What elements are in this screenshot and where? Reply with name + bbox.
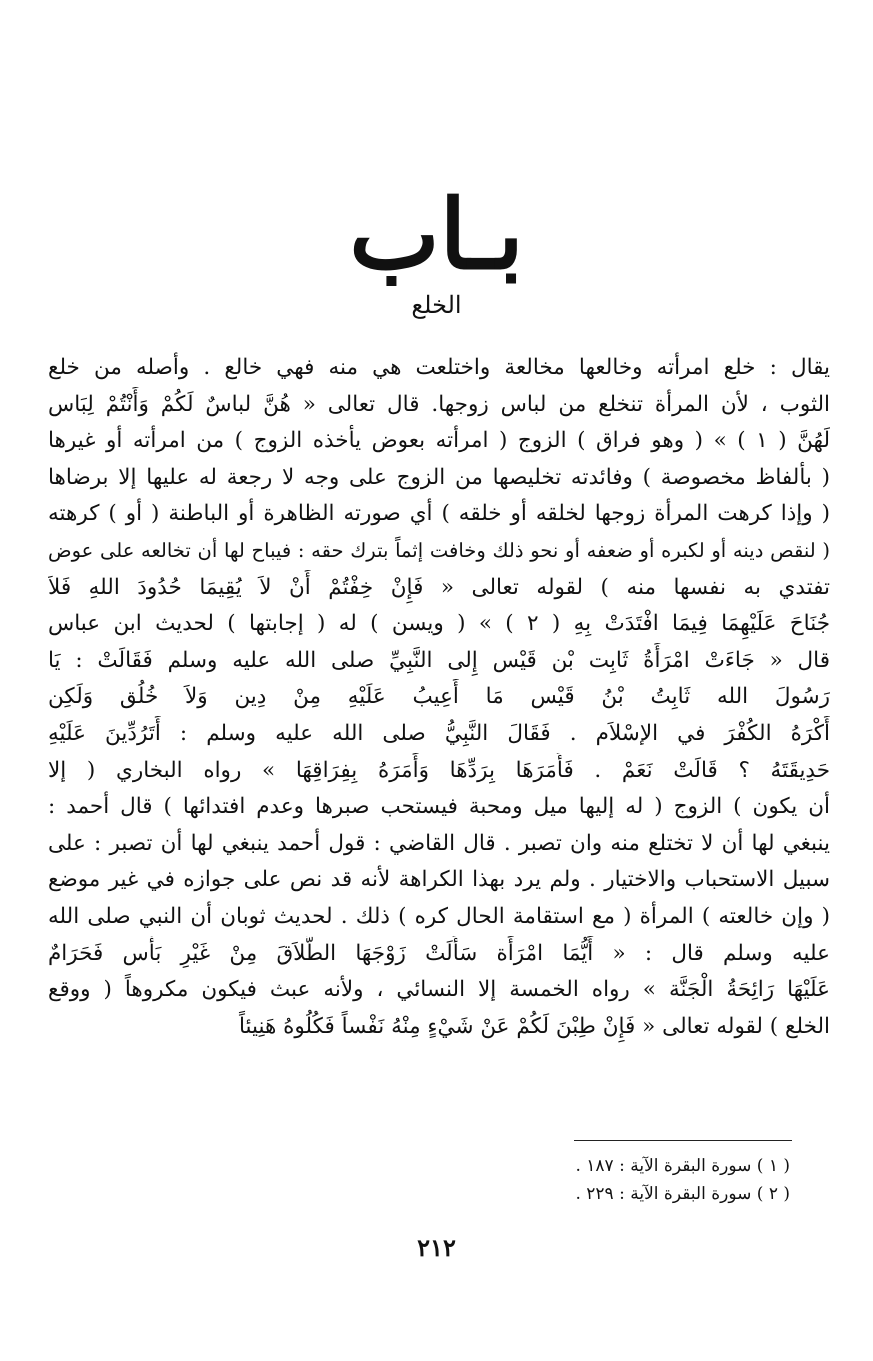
body-line: ( لنقص دينه أو لكبره أو ضعفه أو نحو ذلك وخافت إثماً بترك حقه : فيباح لها أن تخالعه على عوض <box>48 538 830 562</box>
footnote: ( ٢ ) سورة البقرة الآية : ٢٢٩ . <box>575 1184 790 1204</box>
body-line: سبيل الاستحباب والاختيار . ولم يرد بهذا الكراهة لأنه قد نص على جوازه في غير موضع <box>48 867 830 893</box>
body-line: الثوب ، لأن المرأة تنخلع من لباس زوجها. قال تعالى « هُنَّ لباسٌ لَكُمْ وَأَنْتُمْ لِبَاس <box>48 391 830 417</box>
body-line: الخلع ) لقوله تعالى « فَإِنْ طِبْنَ لَكُمْ عَنْ شَيْءٍ مِنْهُ نَفْساً فَكُلُوهُ هَنِيئاً <box>238 1013 830 1039</box>
body-line: أَكْرَهُ الكُفْرَ في الإسْلاَم . فَقَالَ النَّبِيُّ صلى الله عليه وسلم : أَتَرُدِّينَ عَلَيْهِ <box>48 720 830 746</box>
body-line: لَهُنَّ ( ١ ) » ( وهو فراق ) الزوج ( امرأته بعوض يأخذه الزوج ) من امرأته أو غيرها <box>48 428 830 454</box>
body-line: جُنَاحَ عَلَيْهِمَا فِيمَا افْتَدَتْ بِهِ ( ٢ ) » ( ويسن ) له ( إجابتها ) لحديث ابن عباس <box>48 611 830 637</box>
chapter-title: بـاب <box>349 178 524 291</box>
body-text <box>48 350 830 1045</box>
body-line: عليه وسلم قال : « أَيُّمَا امْرَأَة سَأَلَتْ زَوْجَهَا الطَّلاَقَ مِنْ غَيْرِ بَأْس فَحَرَامٌ <box>48 940 830 966</box>
body-line: ( وإن خالعته ) المرأة ( مع استقامة الحال كره ) ذلك . لحديث ثوبان أن النبي صلى الله <box>48 903 830 929</box>
footnotes <box>400 1152 790 1208</box>
body-line: تفتدي به نفسها منه ) لقوله تعالى « فَإِنْ خِفْتُمْ أَنْ لاَ يُقِيمَا حُدُودَ اللهِ فَلاَ <box>48 574 830 600</box>
section-heading: الخلع <box>411 291 462 319</box>
body-line: ينبغي لها أن لا تختلع منه وان تصبر . قال القاضي : قول أحمد ينبغي لها أن تصبر : على <box>48 830 830 856</box>
footnote-divider <box>574 1140 792 1141</box>
body-line: رَسُولَ الله ثَابِتُ بْنُ قَيْس مَا أَعِيبُ عَلَيْهِ مِنْ دِين وَلاَ خُلُق وَلَكِن <box>48 684 830 710</box>
page-number: ٢١٢ <box>417 1233 456 1262</box>
body-line: عَلَيْهَا رَائِحَةُ الْجَنَّة » رواه الخمسة إلا النسائي ، ولأنه عبث فيكون مكروهاً ( ووقع <box>48 977 830 1003</box>
body-line: ( بألفاظ مخصوصة ) وفائدته تخليصها من الزوج على وجه لا رجعة له عليها إلا برضاها <box>48 464 830 490</box>
footnote: ( ١ ) سورة البقرة الآية : ١٨٧ . <box>575 1156 790 1176</box>
body-line: أن يكون ) الزوج ( له إليها ميل ومحبة فيستحب صبرها وعدم افتدائها ) قال أحمد : <box>48 794 830 820</box>
body-line: قال « جَاءَتْ امْرَأَةُ ثَابِت بْن قَيْس إِلى النَّبِيِّ صلى الله عليه وسلم فَقَالَتْ : يَا <box>48 647 830 673</box>
body-line: يقال : خلع امرأته وخالعها مخالعة واختلعت هي منه فهي خالع . وأصله من خلع <box>48 355 830 380</box>
body-line: حَدِيقَتَهُ ؟ قَالَتْ نَعَمْ . فَأَمَرَهَا بِرَدِّهَا وَأَمَرَهُ بِفِرَاقِهَا » رواه البخاري ( إلا <box>48 757 830 783</box>
body-line: ( وإذا كرهت المرأة زوجها لخلقه أو خلقه ) أي صورته الظاهرة أو الباطنة ( أو ) كرهته <box>48 501 830 527</box>
